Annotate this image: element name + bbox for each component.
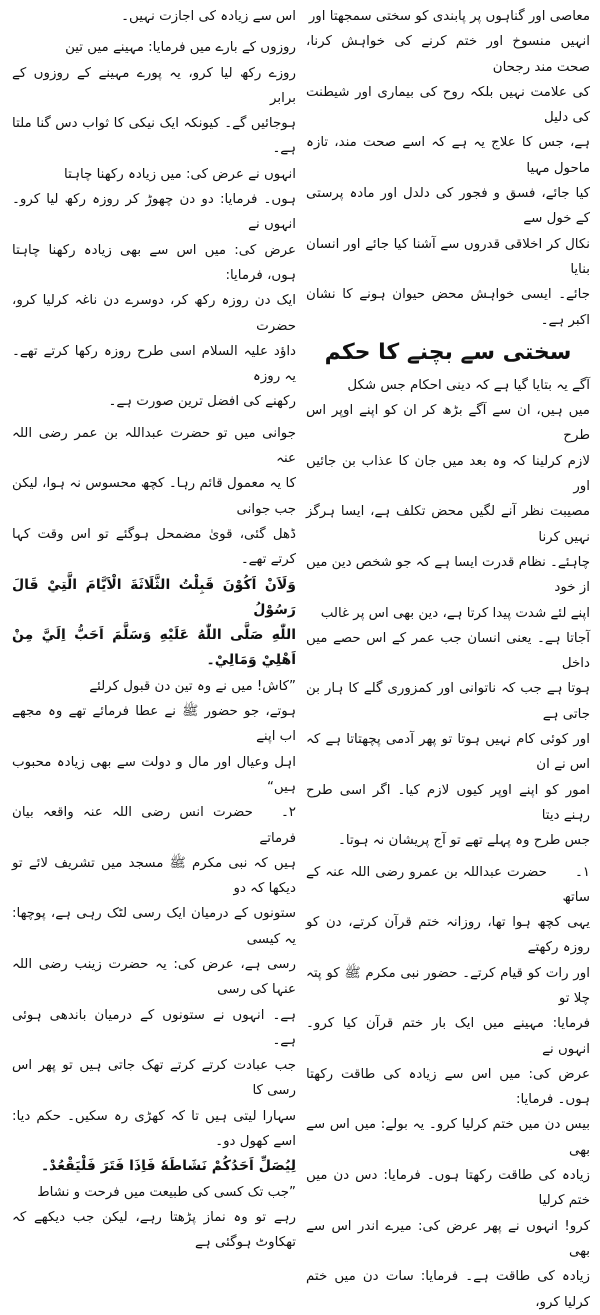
line-top: اس سے زیادہ کی اجازت نہیں۔ xyxy=(121,9,296,24)
arabic-quote-2: لِيُصَلِّ اَحَدُكُمْ نَشَاطَهٗ فَاِذَا فَتَرَ فَلْيَقْعُدْ۔ xyxy=(40,1158,296,1175)
section-heading: سختی سے بچنے کا حکم xyxy=(324,339,572,365)
paragraph-sins: معاصی اور گناہوں پر پابندی کو سختی سمجھتا اور انہیں منسوخ اور ختم کرنے کی خواہش کرنا، صحت مند رجحان کی علامت نہیں بلکہ روح کی بیماری اور شیطنت کی دلیل ہے، جس کا علاج یہ ہے کہ اسے صحت مند، تازہ ماحول مہیا کیا جائے، فسق و فجور کی دلدل اور مادہ پرستی کے خول سے نکال کر اخلاقی قدروں سے آشنا کیا جائے اور انسان بنایا جائے۔ ایسی خواہش محض حیوان ہونے کا نشان اکبر ہے۔ xyxy=(306,9,590,328)
arabic-quote-1: وَلَاَنْ اَكُوْنَ قَبِلْتُ الثَّلَاثَةَ الْاَيَّامَ الَّتِيْ قَالَ رَسُوْلُ اللّٰهِ صَلَّى اللّٰهُ عَلَيْهِ وَسَلَّمَ اَحَبُّ اِلَيَّ مِنْ اَهْلِيْ وَمَالِيْ۔ xyxy=(12,576,296,669)
item-number: ۲۔ xyxy=(280,805,296,821)
paragraph-youth: جوانی میں تو حضرت عبداللہ بن عمر رضی اللہ عنہ کا یہ معمول قائم رہا۔ کچھ محسوس نہ ہوا، لیکن جب جوانی ڈھل گئی، قویٰ مضمحل ہوگئے تو اس وقت کہا کرتے تھے۔ xyxy=(12,425,296,568)
paragraph-avoid-hardship: آگے یہ بتایا گیا ہے کہ دینی احکام جس شکل میں ہیں، ان سے آگے بڑھ کر ان کو اپنے اوپر اس طرح لازم کرلینا کہ وہ بعد میں جان کا عذاب بن جائیں اور مصیبت نظر آنے لگیں محض تکلف ہے، ایسا ہرگز نہیں کرنا چاہئے۔ نظام قدرت ایسا ہے کہ جو شخص دین میں از خود اپنے لئے شدت پیدا کرتا ہے، دین بھی اس پر غالب آجاتا ہے۔ یعنی انسان جب عمر کے اس حصے میں داخل ہوتا ہے جب کہ ناتوانی اور کمزوری گلے کا ہار بن جاتی ہے اور کوئی کام نہیں ہوتا تو پھر آدمی پچھتاتا ہے کہ اس نے ان امور کو اپنے اوپر کیوں لازم کیا۔ اگر اسی طرح رہنے دیتا جس طرح وہ پہلے تھے تو آج پریشان نہ ہوتا۔ xyxy=(306,377,590,849)
right-column xyxy=(306,4,590,1310)
paragraph-wish: ”کاش! میں نے وہ تین دن قبول کرلئے ہوتے، جو حضور ﷺ نے عطا فرمائے تھے وہ مجھے اب اپنے اہل وعیال اور مال و دولت سے بھی زیادہ محبوب ہیں“ xyxy=(12,678,296,795)
paragraph-final: ”جب تک کسی کی طبیعت میں فرحت و نشاط رہے تو وہ نماز پڑھتا رہے، لیکن جب دیکھے کہ تھکاوٹ ہوگئی ہے xyxy=(12,1184,296,1251)
paragraph-fasting: روزوں کے بارے میں فرمایا: مہینے میں تین روزے رکھ لیا کرو، یہ پورے مہینے کے روزوں کے برابر ہوجائیں گے۔ کیونکہ ایک نیکی کا ثواب دس گنا ملتا ہے۔ انہوں نے عرض کی: میں زیادہ رکھنا چاہتا ہوں۔ فرمایا: دو دن چھوڑ کر روزہ رکھ لیا کرو۔ انہوں نے عرض کی: میں اس سے بھی زیادہ رکھنا چاہتا ہوں، فرمایا: ایک دن روزہ رکھ کر، دوسرے دن ناغہ کرلیا کرو، حضرت داؤد علیہ السلام اسی طرح روزہ رکھا کرتے تھے۔ یہ روزہ رکھنے کی افضل ترین صورت ہے۔ xyxy=(12,40,296,410)
left-column xyxy=(12,4,296,1251)
two-column-layout xyxy=(12,4,590,1310)
item-1-abdullah: ۱۔حضرت عبداللہ بن عمرو رضی اللہ عنہ کے ساتھ یہی کچھ ہوا تھا، روزانہ ختم قرآن کرتے، دن کو روزہ رکھتے اور رات کو قیام کرتے۔ حضور نبی مکرم ﷺ کو پتہ چلا تو فرمایا: مہینے میں ایک بار ختم قرآن کیا کرو۔ انہوں نے عرض کی: میں اس سے زیادہ کی طاقت رکھتا ہوں۔ فرمایا: بیس دن میں ختم کرلیا کرو۔ یہ بولے: میں اس سے بھی زیادہ کی طاقت رکھتا ہوں۔ فرمایا: دس دن میں ختم کرلیا کرو! انہوں نے پھر عرض کی: میرے اندر اس سے بھی زیادہ کی طاقت ہے۔ فرمایا: سات دن میں ختم کرلیا کرو، xyxy=(306,860,590,1315)
item-number: ۱۔ xyxy=(574,864,590,880)
item-2-anas: ۲۔حضرت انس رضی اللہ عنہ واقعہ بیان فرماتے ہیں کہ نبی مکرم ﷺ مسجد میں تشریف لائے تو دیکھا کہ دو ستونوں کے درمیان ایک رسی لٹک رہی ہے، پوچھا: یہ کیسی رسی ہے، عرض کی: یہ حضرت زینب رضی اللہ عنہا کی رسی ہے۔ انہوں نے ستونوں کے درمیان باندھی ہوئی ہے۔ جب عبادت کرتے کرتے تھک جاتی ہیں تو پھر اس رسی کا سہارا لیتی ہیں تا کہ کھڑی رہ سکیں۔ حکم دیا: اسے کھول دو۔ xyxy=(12,800,296,1154)
